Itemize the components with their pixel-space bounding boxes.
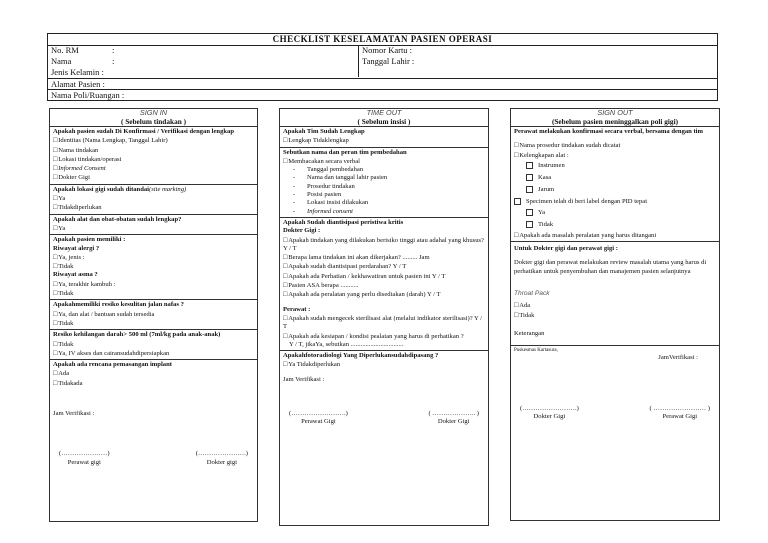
signature-dokter (196, 450, 248, 467)
checkbox-item[interactable]: □ Lengkap Tidaklengkap (283, 136, 485, 145)
checkbox-item[interactable]: □ Ya, jenis : (53, 253, 254, 262)
checkbox-item[interactable]: □ Ya, IV akses dan cairansudahdipersiapkan (53, 349, 254, 358)
checkbox-item[interactable]: □ Pasien ASA berapa ........... (283, 281, 485, 290)
signature-dots: ( ……………….. ) (428, 410, 479, 418)
section-darah (50, 330, 257, 360)
keterangan-label: Keterangan (514, 329, 545, 337)
signature-label: Perawat Gigi (662, 412, 698, 420)
alamat-label: Alamat Pasien : (51, 79, 105, 89)
no-rm-label: No. RM (51, 45, 79, 55)
question: Apakah Tim Sudah Lengkap (283, 128, 365, 135)
alat-label: Kasa (538, 173, 552, 181)
alat-item (514, 172, 716, 184)
checkbox-item[interactable]: □ Tidak (53, 319, 254, 328)
checkbox[interactable] (526, 162, 533, 169)
question: Perawat melakukan konfirmasi secara verbal, bersama dengan tim (514, 128, 704, 135)
checkbox[interactable] (526, 221, 533, 228)
checkbox-item[interactable]: □ Ada (53, 369, 254, 378)
nomor-kartu-label: Nomor Kartu : (362, 45, 413, 55)
question: Untuk Dokter gigi dan perawat gigi : (514, 245, 618, 253)
alamat-row (48, 79, 717, 89)
checkbox-item[interactable]: □ Tidakada (53, 379, 254, 388)
question: Apakahfotoradiologi Yang Diperlukansudahdipasang ? (283, 352, 439, 360)
sub-question: Riwayat alergi ? (53, 244, 100, 252)
no-rm-colon: : (112, 45, 115, 55)
panel-heading (280, 109, 488, 127)
panel-title: TIME OUT (366, 108, 402, 117)
panel-subtitle: ( Sebelum tindakan ) (120, 116, 187, 126)
signature-dokter (520, 405, 579, 422)
poli-row (48, 90, 717, 100)
signature-label: Perawat gigi (67, 458, 101, 466)
checkbox-item[interactable]: □ Apakah sudah mengecek sterilisasi alat (melalui indikator sterilisasi)? Y / T (283, 314, 485, 332)
checkbox-item[interactable]: □ Ya, dan alat / bantuan sudah tersedia (53, 310, 254, 319)
checkbox-item[interactable]: □ Tidak (53, 289, 254, 298)
checkbox-item[interactable]: □ Apakah tindakan yang dilakukan berisiko tinggi atau adahal yang khusus? Y / T (283, 236, 485, 254)
signature-row (283, 410, 485, 439)
checkbox[interactable] (526, 174, 533, 181)
question-note: (site marking) (149, 185, 187, 193)
question: Apakah Sudah diantisipasi peristiwa kritis (283, 218, 404, 226)
checkbox-item[interactable]: □ Tidak (514, 311, 716, 320)
panel-heading (50, 109, 257, 127)
checkbox-item[interactable]: □ Nama tindakan (53, 146, 254, 155)
checkbox-item[interactable]: □ Apakah ada kesiapan / kondisi pealatan yang harus di perhatikan ? (283, 332, 485, 341)
time-out-panel (279, 108, 489, 526)
list-item: - Nama dan tanggal lahir pasien (283, 174, 485, 182)
alat-item (514, 184, 716, 196)
signature-row (514, 405, 716, 422)
signature-row (53, 450, 254, 467)
section-riwayat (50, 235, 257, 300)
nama-label: Nama (51, 56, 72, 66)
checkbox[interactable] (526, 186, 533, 193)
checkbox-item[interactable]: □ Ya (53, 224, 254, 233)
panel-title: SIGN OUT (597, 108, 633, 117)
question: Resiko kehilangan darah> 500 ml (7ml/kg pada anak-anak) (53, 331, 221, 339)
checkbox[interactable] (526, 209, 533, 216)
checkbox-item[interactable]: □ Informed Consent (53, 164, 254, 173)
checkbox-item[interactable]: □ Tidakdiperlukan (53, 203, 254, 212)
question: Apakah pasien sudah Di Konfirmasi / Verifikasi dengan lengkap (53, 128, 235, 135)
alat-label: Instrumen (538, 161, 565, 169)
section-peran-tim (280, 148, 488, 218)
patient-header (47, 33, 718, 101)
sign-out-panel (510, 108, 720, 521)
checkbox-item[interactable]: □ Tidak (53, 340, 254, 349)
checkbox-item[interactable]: □ Nama prosedur tindakan sudah dicatat (514, 141, 716, 150)
checkbox-item[interactable]: □ Kelengkapan alat : (514, 151, 716, 160)
specimen-option (514, 219, 716, 231)
checkbox-item[interactable]: □ Ya (53, 194, 254, 203)
signature-perawat (289, 410, 348, 427)
section-kritis (280, 218, 488, 351)
checkbox-item[interactable]: □ Apakah ada peralatan yang perlu disediakan (darah) Y / T (283, 290, 485, 299)
signature-label: Dokter gigi (206, 458, 237, 466)
checkbox-item[interactable]: □ Ya Tidakdiperlukan (283, 360, 485, 369)
list-item: - Tanggal pembedahan (283, 166, 485, 174)
checkbox-item[interactable]: □ Ya, terakhir kambuh : (53, 280, 254, 289)
poli-label: Nama Poli/Ruangan : (51, 90, 125, 100)
jam-verifikasi: JamVerifikasi : (658, 354, 698, 362)
jam-verifikasi: Jam Verifikasi : (283, 375, 325, 383)
list-item: - Posisi pasien (283, 191, 485, 199)
section-konfirmasi (50, 127, 257, 185)
checkbox-item[interactable]: □ Identitas (Nama Lengkap, Tanggal Lahir) (53, 136, 254, 145)
page-title: CHECKLIST KESELAMATAN PASIEN OPERASI (48, 34, 717, 46)
option-label: Ya (538, 208, 546, 216)
section-tim (280, 127, 488, 148)
panel-subtitle: ( Sebelum insisi ) (357, 116, 411, 126)
panel-heading (511, 109, 719, 127)
section-konfirmasi-verbal (511, 127, 719, 242)
signature-dots: (………………….) (195, 450, 248, 458)
checkbox-item[interactable]: □ Apakah ada Perhatian / kekhawatiran untuk pasien ini Y / T (283, 272, 485, 281)
column-divider (358, 45, 359, 77)
checkbox-item[interactable]: □ Dokter Gigi (53, 173, 254, 182)
jam-verifikasi: Jam Verifikasi : (53, 410, 95, 418)
followup-text: Y / T, jikaYa, sebutkan ................................ (289, 340, 404, 348)
throat-pack-label: Throat Pack (514, 290, 550, 298)
section-dokter-perawat (511, 242, 719, 346)
panel-title: SIGN IN (139, 108, 168, 117)
list-item: - Prosedur tindakan (283, 183, 485, 191)
nama-colon: : (112, 56, 115, 66)
section-lokasi (50, 185, 257, 215)
sign-in-panel (49, 108, 258, 522)
checkbox-item[interactable]: □ Tidak (53, 262, 254, 271)
tanggal-lahir-label: Tanggal Lahir : (362, 56, 415, 66)
section-jalan-nafas (50, 300, 257, 330)
signature-perawat (650, 405, 710, 422)
question: Apakahmemiliki resiko kesulitan jalan nafas ? (53, 301, 184, 309)
question: Sebutkan nama dan peran tim pembedahan (283, 148, 407, 156)
signature-perawat (59, 450, 110, 467)
signature-dots: (…………………) (59, 450, 110, 458)
signature-dots: (…………………….) (289, 410, 348, 418)
signature-label: Dokter Gigi (437, 418, 470, 426)
question: Apakah alat dan obat-obatan sudah lengkap? (53, 215, 182, 223)
section-alat (50, 215, 257, 236)
alat-item (514, 160, 716, 172)
checkbox-item[interactable]: □ Membacakan secara verbal (283, 157, 485, 166)
section-radiologi (280, 351, 488, 439)
specimen-item (514, 196, 716, 207)
checkbox[interactable] (514, 198, 521, 205)
sub-question: Riwayat asma ? (53, 271, 98, 279)
review-text: Dokter gigi dan perawat melakukan review masalah utama yang harus di perhatikan untuk penyembuhan dan manajemen pasien selanjutnya (514, 259, 707, 275)
checkbox-item[interactable]: □ Apakah sudah diantisipasi perdarahan? Y / T (283, 262, 485, 271)
section-implant (50, 360, 257, 480)
specimen-label: Specimen telah di beri label dengan PID tepat (526, 197, 648, 205)
signature-label: Dokter Gigi (533, 412, 566, 420)
panel-subtitle: (Sebelum pasien meninggalkan poli gigi) (551, 116, 679, 126)
jenis-kelamin-label: Jenis Kelamin : (51, 67, 104, 77)
question: Apakah lokasi gigi sudah ditandai (53, 185, 150, 193)
question: Apakah pasien memiliki : (53, 236, 126, 244)
jenis-kelamin-row (48, 67, 717, 77)
section-verifikasi (511, 346, 719, 422)
signature-dots: (…………………….) (520, 404, 579, 412)
specimen-option (514, 207, 716, 219)
checkbox-item[interactable]: □ Apakah ada masalah peralatan yang harus ditangani (514, 231, 716, 240)
signature-dokter (428, 410, 479, 427)
signature-dots: ( …………………… ) (649, 404, 710, 412)
list-item: - Lokasi insisi dilakukan (283, 199, 485, 207)
signature-label: Perawat Gigi (301, 418, 336, 426)
sub-question: Dokter Gigi : (283, 227, 321, 235)
checkbox-item[interactable]: □ Ada (514, 301, 716, 310)
list-item: - Informed consent (283, 208, 485, 216)
option-label: Tidak (538, 220, 554, 228)
checkbox-item[interactable]: □ Lokasi tindakan/operasi (53, 155, 254, 164)
puskesmas-label: Puskesmas Kartasura, (514, 348, 558, 354)
checkbox-item[interactable]: □ Berapa lama tindakan ini akan dikerjakan? ......... Jam (283, 253, 485, 262)
alat-label: Jarum (538, 185, 555, 193)
question: Apakah ada rencana pemasangan implant (53, 361, 172, 369)
sub-question: Perawat : (283, 305, 311, 313)
